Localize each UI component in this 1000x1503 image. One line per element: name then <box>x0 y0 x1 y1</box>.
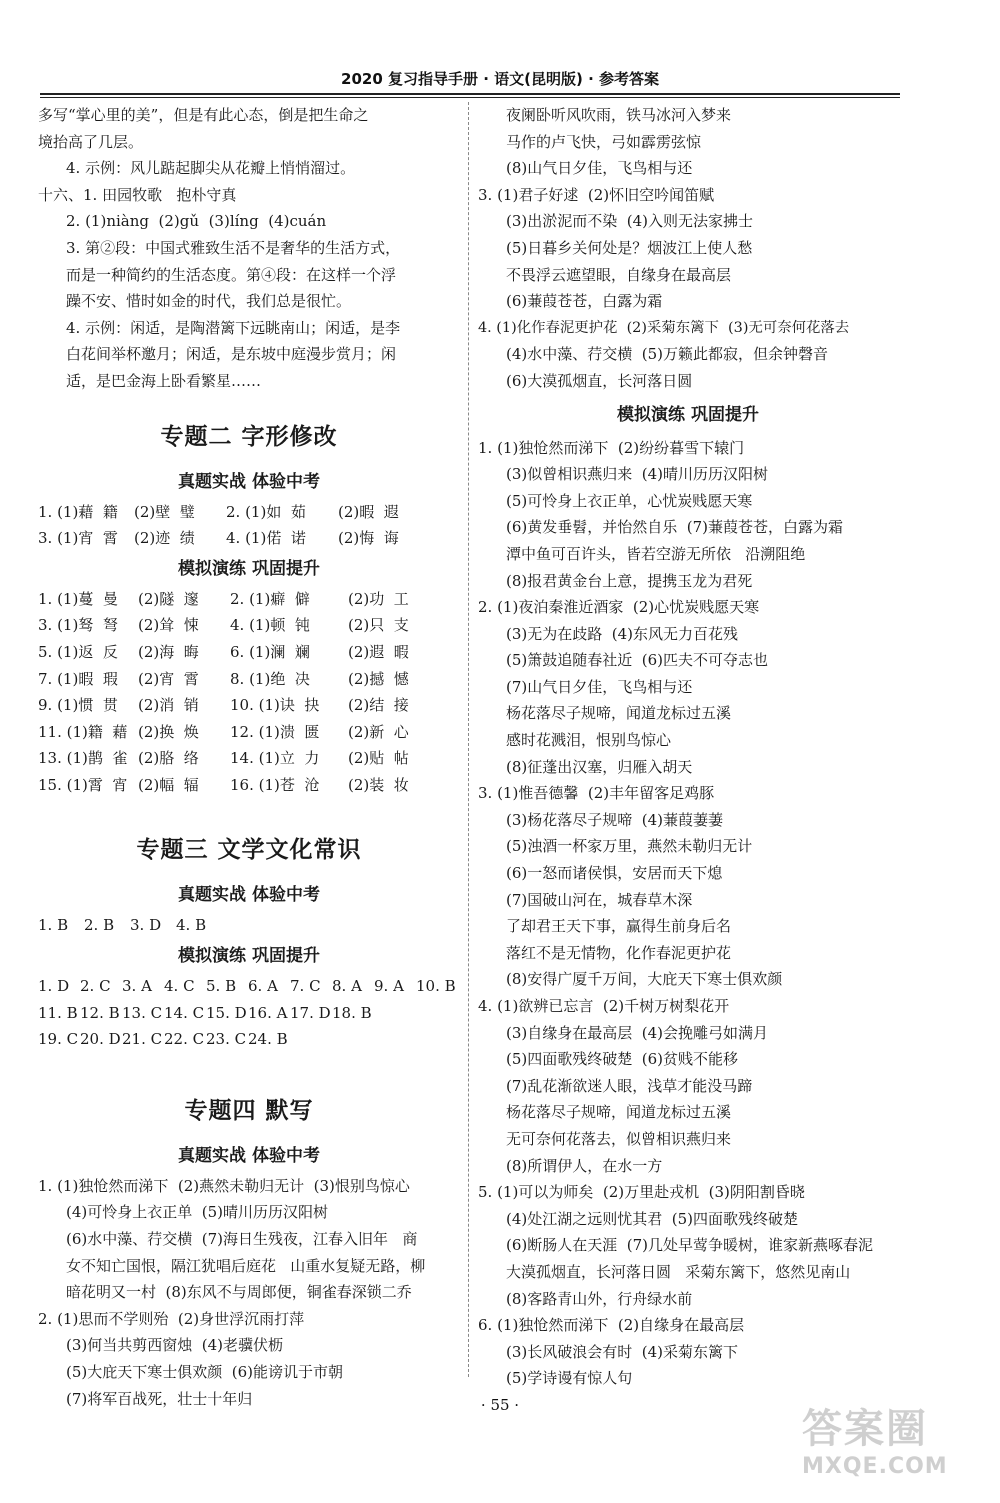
section-title-4: 专题四 默写 <box>184 1097 314 1124</box>
text-line: (3)自缘身在最高层 (4)会挽雕弓如满月 <box>506 1023 769 1042</box>
left-column <box>38 102 460 1412</box>
answer-cell: (2)贴 帖 <box>348 749 409 768</box>
subsection-title: 模拟演练 巩固提升 <box>178 946 320 967</box>
subsection-title: 模拟演练 巩固提升 <box>178 558 320 579</box>
text-line: (3)出淤泥而不染 (4)入则无法家拂士 <box>506 212 754 231</box>
answer-cell: (2)胳 络 <box>138 749 199 768</box>
answer-cell: (2)宵 霄 <box>138 669 199 688</box>
answer-cell: 23. C <box>206 1030 247 1049</box>
answer-cell: 3. A <box>122 977 152 996</box>
section-title-2: 专题二 字形修改 <box>160 423 338 450</box>
text-line: (4)水中藻、荇交横 (5)万籁此都寂，但余钟磬音 <box>506 345 829 364</box>
text-line: 而是一种简约的生活态度。第④段：在这样一个浮 <box>66 265 397 284</box>
answer-cell: 24. B <box>248 1030 288 1049</box>
text-line: 4. (1)化作春泥更护花 (2)采菊东篱下 (3)无可奈何花落去 <box>478 319 850 336</box>
answer-row <box>38 772 460 799</box>
answer-row <box>38 586 460 613</box>
text-line: (7)将军百战死，壮士十年归 <box>66 1389 253 1408</box>
answer-cell: 13. C <box>122 1003 163 1022</box>
text-line: 3. (1)君子好逑 (2)怀旧空吟闻笛赋 <box>478 185 715 204</box>
text-line: (7)乱花渐欲迷人眼，浅草才能没马蹄 <box>506 1076 753 1095</box>
answer-cell: 16. (1)苍 沧 <box>230 775 320 794</box>
answer-cell: 6. (1)澜 斓 <box>230 642 310 661</box>
answer-cell: 19. C <box>38 1030 79 1049</box>
answer-row <box>38 639 460 666</box>
answer-cell: (2)海 晦 <box>138 642 199 661</box>
answer-cell: 2. C <box>80 977 111 996</box>
text-line: 4. 示例：风儿踮起脚尖从花瓣上悄悄溜过。 <box>66 159 356 178</box>
text-line: 女不知亡国恨，隔江犹唱后庭花 山重水复疑无路，柳 <box>66 1256 426 1275</box>
answer-cell: 4. (1)顿 钝 <box>230 616 310 635</box>
text-line: (6)水中藻、荇交横 (7)海日生残夜，江春入旧年 商 <box>66 1230 418 1249</box>
text-line: 2. (1)夜泊秦淮近酒家 (2)心忧炭贱愿天寒 <box>478 598 760 617</box>
watermark-site: MXQE.COM <box>802 1454 948 1479</box>
answer-cell: 7. C <box>290 977 321 996</box>
right-column <box>478 102 898 1392</box>
answer-cell: 22. C <box>164 1030 205 1049</box>
text-line: 4. 示例：闲适，是陶潜篱下远眺南山；闲适，是李 <box>66 318 401 337</box>
text-line: (3)长风破浪会有时 (4)采菊东篱下 <box>506 1342 739 1361</box>
text-line: (3)无为在歧路 (4)东风无力百花残 <box>506 624 739 643</box>
answer-cell: (2)暇 遐 <box>338 502 399 521</box>
subsection-title: 真题实战 体验中考 <box>178 1145 320 1166</box>
answer-cell: (2)悔 诲 <box>338 529 399 548</box>
question-16: 十六、1. 田园牧歌 抱朴守真 <box>38 185 237 204</box>
answer-row <box>38 719 460 746</box>
answer-cell: 15. (1)霄 宵 <box>38 775 128 794</box>
answer-cell: (2)耸 悚 <box>138 616 199 635</box>
text-line: 适，是巴金海上卧看繁星…… <box>66 371 262 390</box>
answer-cell: (2)新 心 <box>348 722 409 741</box>
answer-cell: 10. (1)诀 抉 <box>230 696 320 715</box>
answer-cell: 12. B <box>80 1003 120 1022</box>
answer-row <box>38 612 460 639</box>
text-line: 潭中鱼可百许头，皆若空游无所依 沿溯阻绝 <box>506 544 806 563</box>
answer-cell: (2)隧 邃 <box>138 589 199 608</box>
answer-cell: 2. B <box>84 916 115 935</box>
text-line: (8)山气日夕佳，飞鸟相与还 <box>506 159 693 178</box>
text-line: (5)箫鼓追随春社近 (6)匹夫不可夺志也 <box>506 651 769 670</box>
text-line: 3. (1)惟吾德馨 (2)丰年留客足鸡豚 <box>478 784 715 803</box>
section-title-3: 专题三 文学文化常识 <box>136 837 362 864</box>
answer-cell: 10. B <box>416 977 456 996</box>
text-line: 多写“掌心里的美”，但是有此心态，倒是把生命之 <box>38 106 369 124</box>
text-line: 马作的卢飞快，弓如霹雳弦惊 <box>506 132 702 151</box>
answer-cell: 3. (1)驽 弩 <box>38 616 118 635</box>
answer-cell: 11. B <box>38 1003 78 1022</box>
answer-cell: (2)消 销 <box>138 696 199 715</box>
header-rule <box>40 93 900 95</box>
text-line: 3. 第②段：中国式雅致生活不是奢华的生活方式， <box>66 238 401 257</box>
answer-cell: 4. B <box>176 916 207 935</box>
text-line: (3)杨花落尽子规啼 (4)蒹葭萋萋 <box>506 810 724 829</box>
text-line: 不畏浮云遮望眼，自缘身在最高层 <box>506 265 732 284</box>
text-line: 2. (1)思而不学则殆 (2)身世浮沉雨打萍 <box>38 1309 305 1328</box>
text-line: 大漠孤烟直，长河落日圆 采菊东篱下，悠然见南山 <box>506 1262 851 1281</box>
answer-cell: 8. (1)绝 决 <box>230 669 310 688</box>
answer-cell: 1. (1)藉 籍 <box>38 502 118 521</box>
answer-cell: 2. (1)癖 僻 <box>230 589 310 608</box>
answer-row <box>38 666 460 693</box>
text-line: 4. (1)欲辨已忘言 (2)千树万树梨花开 <box>478 997 730 1015</box>
answer-cell: 11. (1)籍 藉 <box>38 722 128 741</box>
text-line: (3)似曾相识燕归来 (4)晴川历历汉阳树 <box>506 465 769 484</box>
running-header: 2020 复习指导手册 · 语文(昆明版) · 参考答案 <box>341 70 659 88</box>
text-line: 杨花落尽子规啼，闻道龙标过五溪 <box>506 1103 732 1122</box>
subsection-title: 真题实战 体验中考 <box>178 471 320 492</box>
answer-cell: (2)结 接 <box>348 696 409 715</box>
answer-cell: (2)迹 绩 <box>134 529 195 548</box>
answer-cell: (2)只 支 <box>348 616 409 635</box>
answer-cell: 7. (1)暇 瑕 <box>38 669 118 688</box>
answer-cell: 1. B <box>38 916 69 935</box>
text-line: 1. (1)独怆然而涕下 (2)燕然未勒归无计 (3)恨别鸟惊心 <box>38 1176 410 1195</box>
text-line: (3)何当共剪西窗烛 (4)老骥伏枥 <box>66 1336 284 1355</box>
column-divider <box>468 102 469 1377</box>
text-line: 6. (1)独怆然而涕下 (2)自缘身在最高层 <box>478 1316 745 1335</box>
text-line: 夜阑卧听风吹雨，铁马冰河入梦来 <box>506 106 732 124</box>
text-line: 了却君王天下事，赢得生前身后名 <box>506 917 732 936</box>
answer-cell: 14. C <box>164 1003 205 1022</box>
answer-cell: 5. B <box>206 977 237 996</box>
answer-cell: 12. (1)溃 匮 <box>230 722 320 741</box>
text-line: (5)四面歌残终破楚 (6)贫贱不能移 <box>506 1050 739 1069</box>
text-line: (4)可怜身上衣正单 (5)晴川历历汉阳树 <box>66 1203 329 1222</box>
answer-cell: 8. A <box>332 977 362 996</box>
text-line: 1. (1)独怆然而涕下 (2)纷纷暮雪下辕门 <box>478 438 745 457</box>
answer-row <box>38 912 460 939</box>
answer-cell: 1. D <box>38 977 70 996</box>
answer-row <box>38 499 460 526</box>
text-line: (8)安得广厦千万间，大庇天下寒士俱欢颜 <box>506 970 783 989</box>
header-rule-thin <box>40 97 900 98</box>
answer-cell: 20. D <box>80 1030 121 1049</box>
answer-cell: 1. (1)蔓 曼 <box>38 589 118 608</box>
answer-row <box>38 745 460 772</box>
answer-cell: (2)幅 辐 <box>138 775 199 794</box>
text-line: (6)一怒而诸侯惧，安居而天下熄 <box>506 864 723 883</box>
text-line: 5. (1)可以为师矣 (2)万里赴戎机 (3)阴阳割昏晓 <box>478 1183 805 1202</box>
watermark-logo <box>802 1397 982 1497</box>
answer-row <box>38 692 460 719</box>
answer-cell: 5. (1)返 反 <box>38 642 118 661</box>
answer-cell: (2)功 工 <box>348 589 409 608</box>
text-line: (6)黄发垂髫，并怡然自乐 (7)蒹葭苍苍，白露为霜 <box>506 518 844 537</box>
text-line: 躁不安、惜时如金的时代，我们总是很忙。 <box>66 292 352 311</box>
text-line: (4)处江湖之远则忧其君 (5)四面歌残终破楚 <box>506 1209 799 1228</box>
answer-cell: 21. C <box>122 1030 163 1049</box>
text-line: 2. (1)niàng (2)gǔ (3)líng (4)cuán <box>66 212 327 231</box>
answer-cell: (2)遐 暇 <box>348 642 409 661</box>
answer-cell: 3. D <box>130 916 162 935</box>
answer-cell: (2)换 焕 <box>138 722 199 741</box>
answer-cell: 13. (1)鹊 雀 <box>38 749 128 768</box>
answer-cell: 9. (1)惯 贯 <box>38 696 118 715</box>
text-line: (8)征蓬出汉塞，归雁入胡天 <box>506 757 693 776</box>
answer-cell: 17. D <box>290 1003 331 1022</box>
text-line: 境抬高了几层。 <box>38 132 144 151</box>
text-line: 杨花落尽子规啼，闻道龙标过五溪 <box>506 704 732 723</box>
answer-row <box>38 973 460 1000</box>
answer-cell: 4. (1)偌 诺 <box>226 529 306 548</box>
text-line: (6)断肠人在天涯 (7)几处早莺争暖树，谁家新燕啄春泥 <box>506 1236 874 1255</box>
answer-cell: 9. A <box>374 977 404 996</box>
page-number: · 55 · <box>480 1396 520 1414</box>
answer-row <box>38 525 460 552</box>
text-line: 暗花明又一村 (8)东风不与周郎便，铜雀春深锁二乔 <box>66 1283 412 1302</box>
answer-cell: (2)装 妆 <box>348 775 409 794</box>
answer-cell: 4. C <box>164 977 195 996</box>
watermark-logo-text: 答案圈 <box>802 1406 928 1452</box>
text-line: (6)蒹葭苍苍，白露为霜 <box>506 292 663 311</box>
text-line: 落红不是无情物，化作春泥更护花 <box>506 943 732 962</box>
text-line: 无可奈何花落去，似曾相识燕归来 <box>506 1129 732 1148</box>
text-line: 白花间举杯邀月；闲适，是东坡中庭漫步赏月；闲 <box>66 345 397 364</box>
subsection-title: 模拟演练 巩固提升 <box>617 404 759 425</box>
text-line: (5)大庇天下寒士俱欢颜 (6)能谤讥于市朝 <box>66 1363 344 1381</box>
answer-cell: 14. (1)立 力 <box>230 749 320 768</box>
text-line: (7)国破山河在，城春草木深 <box>506 890 693 909</box>
answer-row <box>38 1026 460 1053</box>
answer-cell: (2)撼 憾 <box>348 669 409 688</box>
text-line: (5)日暮乡关何处是？烟波江上使人愁 <box>506 238 753 257</box>
answer-cell: 15. D <box>206 1003 247 1022</box>
answer-cell: 18. B <box>332 1003 372 1022</box>
text-line: (5)浊酒一杯家万里，燕然未勒归无计 <box>506 837 753 856</box>
text-line: (6)大漠孤烟直，长河落日圆 <box>506 371 693 390</box>
text-line: (7)山气日夕佳，飞鸟相与还 <box>506 677 693 696</box>
subsection-title: 真题实战 体验中考 <box>178 885 320 906</box>
text-line: (8)客路青山外，行舟绿水前 <box>506 1289 693 1308</box>
text-line: 感时花溅泪，恨别鸟惊心 <box>506 731 672 750</box>
answer-cell: 2. (1)如 茹 <box>226 502 306 521</box>
answer-cell: 16. A <box>248 1003 288 1022</box>
text-line: (8)报君黄金台上意，提携玉龙为君死 <box>506 571 753 590</box>
answer-row <box>38 1000 460 1027</box>
answer-cell: 3. (1)宵 霄 <box>38 529 118 548</box>
answer-cell: 6. A <box>248 977 278 996</box>
text-line: (8)所谓伊人，在水一方 <box>506 1156 663 1175</box>
text-line: (5)可怜身上衣正单，心忧炭贱愿天寒 <box>506 491 753 510</box>
answer-cell: (2)壁 璧 <box>134 502 195 521</box>
text-line: (5)学诗谩有惊人句 <box>506 1369 633 1388</box>
